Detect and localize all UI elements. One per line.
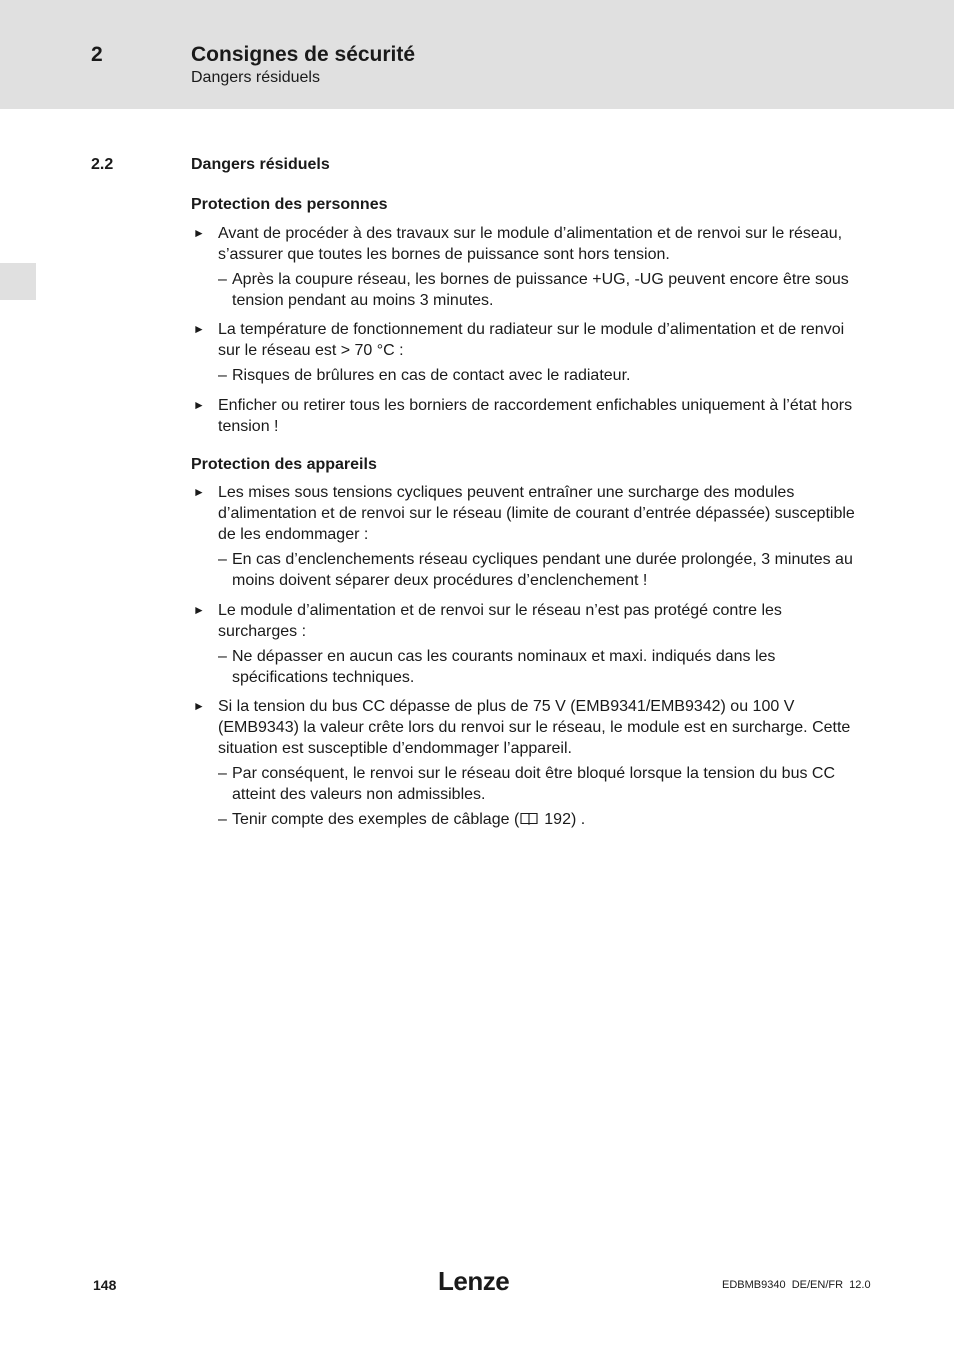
- dash-marker: –: [218, 648, 227, 665]
- triangle-right-icon: ►: [193, 603, 205, 617]
- persons-item-3: [191, 395, 859, 437]
- chapter-subtitle: Dangers résiduels: [191, 69, 320, 86]
- bullet-text: Le module d’alimentation et de renvoi sur le réseau n’est pas protégé contre les surcharges :: [218, 602, 782, 640]
- triangle-right-icon: ►: [193, 398, 205, 412]
- bullet-text: Si la tension du bus CC dépasse de plus de 75 V (EMB9341/EMB9342) ou 100 V (EMB9343) la valeur crête lors du renvoi sur le réseau, le module est en surcharge. Cette situation est susceptible d’endommager l’appareil.: [218, 698, 851, 757]
- section-title: Dangers résiduels: [191, 156, 330, 173]
- bullet-text: Les mises sous tensions cycliques peuvent entraîner une surcharge des modules d’alimentation et de renvoi sur le réseau (limite de courant d’entrée dépassée) susceptible de les endommager :: [218, 484, 855, 543]
- persons-item-2: [191, 319, 859, 386]
- dash-marker: –: [218, 765, 227, 782]
- dash-text: Risques de brûlures en cas de contact avec le radiateur.: [232, 367, 631, 384]
- book-icon: [520, 812, 538, 825]
- dash-marker: –: [218, 551, 227, 568]
- header-band: [0, 0, 954, 109]
- bullet-text: La température de fonctionnement du radiateur sur le module d’alimentation et de renvoi sur le réseau est > 70 °C :: [218, 321, 845, 359]
- dash-marker: –: [218, 271, 227, 288]
- dash-text: Par conséquent, le renvoi sur le réseau doit être bloqué lorsque la tension du bus CC atteint des valeurs non admissibles.: [232, 765, 836, 803]
- lenze-logo: [438, 1266, 514, 1294]
- dash-item: [191, 763, 859, 805]
- dash-text: Après la coupure réseau, les bornes de puissance +UG, -UG peuvent encore être sous tension pendant au moins 3 minutes.: [232, 271, 849, 309]
- dash-marker: –: [218, 811, 227, 828]
- triangle-right-icon: ►: [193, 322, 205, 336]
- bullet-text: Avant de procéder à des travaux sur le module d’alimentation et de renvoi sur le réseau, s’assurer que toutes les bornes de puissance sont hors tension.: [218, 225, 843, 263]
- dash-item: [191, 646, 859, 688]
- devices-item-1: [191, 482, 859, 591]
- chapter-title: Consignes de sécurité: [191, 43, 416, 66]
- reference-text-after: ) .: [570, 811, 586, 828]
- bullet-item: [191, 223, 859, 265]
- document-reference: EDBMB9340 DE/EN/FR 12.0: [722, 1279, 871, 1291]
- chapter-number: 2: [91, 43, 103, 66]
- reference-text-before: Tenir compte des exemples de câblage (: [232, 811, 520, 828]
- persons-item-1: [191, 223, 859, 311]
- dash-item: [191, 549, 859, 591]
- triangle-right-icon: ►: [193, 485, 205, 499]
- dash-text: Ne dépasser en aucun cas les courants nominaux et maxi. indiqués dans les spécifications techniques.: [232, 648, 776, 686]
- bullet-item: [191, 482, 859, 545]
- dash-item: [191, 365, 859, 386]
- dash-text: En cas d’enclenchements réseau cycliques pendant une durée prolongée, 3 minutes au moins doivent séparer deux procédures d’enclenchement !: [232, 551, 853, 589]
- persons-heading: Protection des personnes: [191, 196, 388, 213]
- bullet-item: [191, 395, 859, 437]
- bullet-item: [191, 696, 859, 759]
- bullet-item: [191, 319, 859, 361]
- dash-item-reference: [191, 809, 859, 830]
- page-number: 148: [93, 1277, 117, 1293]
- devices-item-2: [191, 600, 859, 688]
- bullet-item: [191, 600, 859, 642]
- lenze-logo-text: Lenze: [438, 1266, 510, 1294]
- reference-page-link[interactable]: 192: [544, 811, 571, 828]
- dash-item: [191, 269, 859, 311]
- chapter-side-tab: [0, 263, 36, 300]
- devices-item-3: [191, 696, 859, 830]
- bullet-text: Enficher ou retirer tous les borniers de raccordement enfichables uniquement à l’état hors tension !: [218, 397, 853, 435]
- dash-marker: –: [218, 367, 227, 384]
- triangle-right-icon: ►: [193, 226, 205, 240]
- devices-heading: Protection des appareils: [191, 456, 377, 473]
- section-number: 2.2: [91, 156, 114, 173]
- triangle-right-icon: ►: [193, 699, 205, 713]
